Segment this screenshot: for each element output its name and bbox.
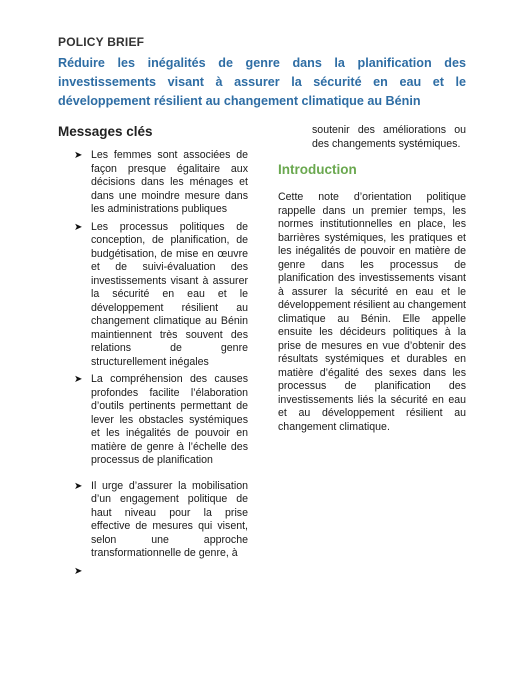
key-messages-heading: Messages clés	[58, 124, 153, 139]
list-item-text: Les femmes sont associées de façon presque égalitaire aux décisions dans les ménages et dans une moindre mesure dans les administrations publiques	[91, 149, 248, 215]
left-column	[58, 124, 248, 577]
list-item-text: La compréhension des causes profondes facilite l’élaboration d’outils pertinents permettant de lever les obstacles systémiques et les inégalités de pouvoir en matière de genre à l’échelle des processus de planification	[91, 373, 248, 466]
arrow-bullet-icon: ➤	[74, 221, 83, 233]
list-item	[58, 149, 248, 217]
arrow-bullet-icon: ➤	[74, 565, 83, 577]
list-item-text: Il urge d’assurer la mobilisation d’un engagement politique de haut niveau pour la prise effective de mesures qui visent, selon une approche transformationnelle de genre, à	[91, 479, 248, 559]
arrow-bullet-icon: ➤	[74, 374, 83, 385]
arrow-bullet-icon: ➤	[74, 480, 83, 492]
right-column	[278, 124, 466, 434]
key-messages-continuation: soutenir des améliorations ou des changements systémiques.	[312, 124, 466, 150]
document-title: Réduire les inégalités de genre dans la planification des investissements visant à assurer la sécurité en eau et le développement résilient au changement climatique au Bénin	[58, 56, 466, 108]
list-item	[58, 480, 248, 561]
key-messages-list	[58, 149, 248, 577]
document-label: POLICY BRIEF	[58, 35, 145, 49]
list-item	[58, 373, 248, 468]
list-item-text: Les processus politiques de conception, de planification, de budgétisation, de mise en œuvre et de suivi-évaluation des investissements visant à assurer la sécurité en eau et le développement résilient au changement climatique au Bénin maintiennent très souvent des relations de genre structurellement inégales	[91, 220, 248, 368]
arrow-bullet-icon: ➤	[74, 150, 83, 161]
list-item	[58, 221, 248, 370]
introduction-body: Cette note d’orientation politique rappelle dans un premier temps, les normes institutionnelles en place, les barrières systémiques, les pratiques et les inégalités de pouvoir en matière de genre dans les processus de planification des investissements visant à assurer la sécurité en eau et le développement résilient au changement climatique au Bénin. Elle appelle ensuite les décideurs politiques à la prise de mesures en vue d’obtenir des résultats systémiques et durables en matière d’égalité des sexes dans les processus de planification des investissements liés la sécurité en eau et au développement résilient au changement climatique.	[278, 191, 466, 433]
introduction-heading: Introduction	[278, 162, 357, 177]
